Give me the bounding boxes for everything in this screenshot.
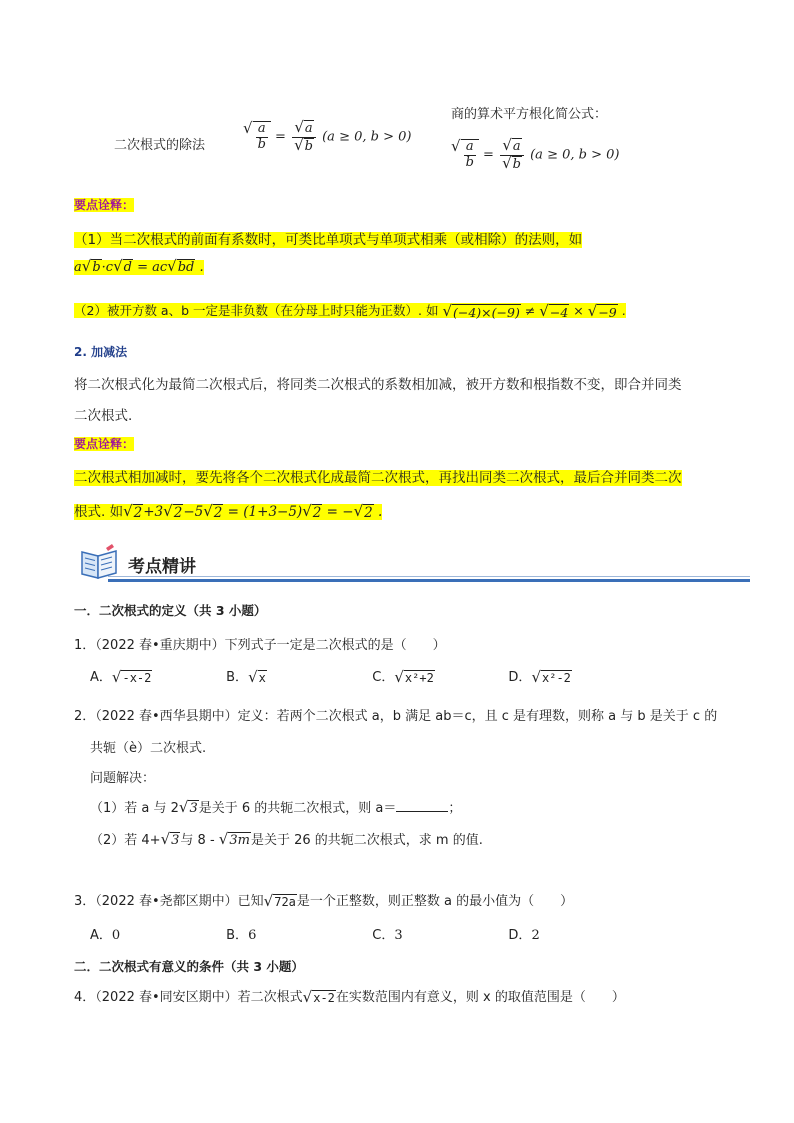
division-condition: (a ≥ 0, b > 0) — [322, 129, 412, 145]
part-2-heading: 二．二次根式有意义的条件（共 3 小题） — [74, 959, 304, 974]
quotient-condition: (a ≥ 0, b > 0) — [530, 147, 620, 163]
question-1: 1．（2022 春•重庆期中）下列式子一定是二次根式的是（ ） — [74, 638, 446, 653]
choice-b[interactable]: B．6 — [226, 928, 257, 943]
part-1-heading: 一．二次根式的定义（共 3 小题） — [74, 603, 267, 618]
question-2-sub1: （1）若 a 与 2 √ 3 是关于 6 的共轭二次根式，则 a＝ ； — [90, 798, 462, 817]
question-2-line3: 问题解决： — [90, 771, 156, 786]
key-note-tag-2: 要点诠释： — [74, 437, 135, 451]
section-2-heading: 2. 加减法 — [74, 345, 128, 359]
choice-a[interactable]: A．√-x-2 — [90, 667, 152, 686]
question-2-line1: 2．（2022 春•西华县期中）定义：若两个二次根式 a，b 满足 ab＝c，且 c 是有理数，则称 a 与 b 是关于 c 的 — [74, 709, 718, 724]
section-2-body-line1: 将二次根式化为最简二次根式后，将同类二次根式的系数相加减，被开方数和根指数不变，即合并同类 — [74, 377, 682, 393]
key-note-tag: 要点诠释： — [74, 198, 135, 212]
quotient-formula: √ $\frac{a}{b}$ = √ a √ b (a ≥ 0, b > 0) — [451, 136, 620, 172]
note1-item1-formula: a √ b ·c √ d = ac √ bd . — [74, 257, 204, 275]
division-formula: √ $\frac{a}{b}$ = √ a √ b (a ≥ 0, b > 0) — [243, 118, 412, 154]
question-3: 3．（2022 春•尧都区期中）已知 √ 72a 是一个正整数，则正整数 a 的最小值为（ ） — [74, 891, 574, 910]
note1-item1-text: （1）当二次根式的前面有系数时，可类比单项式与单项式相乘（或相除）的法则，如 — [74, 232, 583, 248]
choice-b[interactable]: B．√x — [226, 667, 266, 686]
note1-item2: （2）被开方数 a、b 一定是非负数（在分母上时只能为正数）. 如 √ (−4)×(−9) ≠ √ −4 × √ −9 . — [74, 301, 626, 320]
section-2-note-line1: 二次根式相加减时，要先将各个二次根式化成最简二次根式，再找出同类二次根式，最后合并同类二次 — [74, 470, 682, 486]
division-label: 二次根式的除法 — [114, 138, 206, 153]
quotient-formula-label: 商的算术平方根化简公式： — [451, 107, 608, 122]
choice-d[interactable]: D．√x²-2 — [508, 667, 571, 686]
section-banner — [78, 542, 750, 582]
choice-d[interactable]: D．2 — [508, 928, 540, 943]
banner-title: 考点精讲 — [128, 557, 196, 577]
question-4: 4．（2022 春•同安区期中）若二次根式 √ x-2 在实数范围内有意义，则 x 的取值范围是（ ） — [74, 987, 625, 1006]
section-2-body-line2: 二次根式. — [74, 408, 133, 424]
choice-a[interactable]: A．0 — [90, 928, 121, 943]
choice-c[interactable]: C．√x²+2 — [372, 667, 434, 686]
book-icon — [78, 542, 122, 582]
question-1-choices — [90, 666, 710, 685]
section-2-note-line2: 根式. 如 √ 2 +3 √ 2 −5 √ 2 = (1+3−5) √ 2 = − √ 2 . — [74, 501, 383, 521]
answer-blank[interactable] — [396, 799, 448, 812]
question-3-choices — [90, 924, 608, 943]
choice-c[interactable]: C．3 — [372, 928, 403, 943]
question-2-sub2: （2）若 4+ √ 3 与 8 - √ 3m 是关于 26 的共轭二次根式，求 m 的值. — [90, 830, 483, 849]
question-2-line2: 共轭（è）二次根式. — [90, 741, 207, 756]
